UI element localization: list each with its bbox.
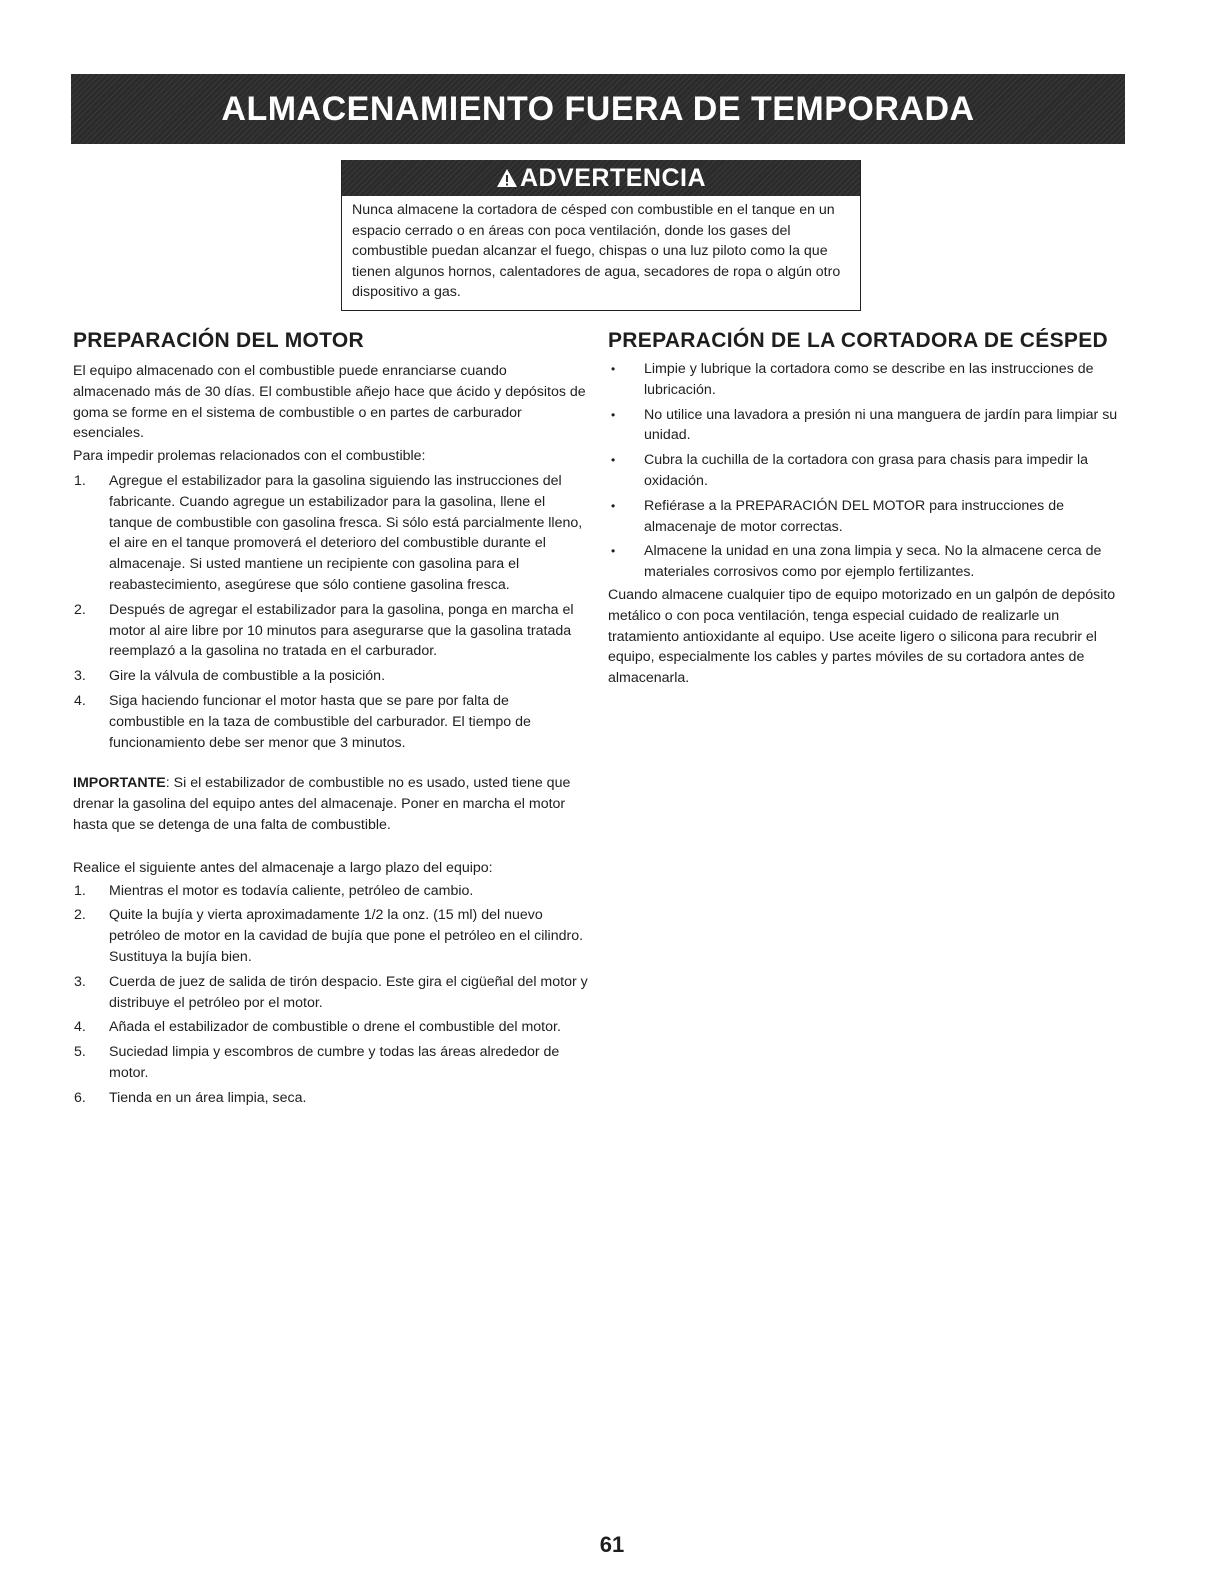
engine-prep-lead: Para impedir prolemas relacionados con el combustible: [73,448,426,465]
page-title: ALMACENAMIENTO FUERA DE TEMPORADA [221,89,975,128]
list-item: 3. Gire la válvula de combustible a la posición. [74,668,386,685]
list-item: 1. Agregue el estabilizador para la gasolina siguiendo las instrucciones del fabricante. Cuando agregue un estabilizador para la gasolina, llene el tanque de combustible con gasolina fresca. Si sólo está parcialmente lleno, el aire en el tanque promoverá el deterioro del combustible durante el almacenaje. Si usted mantiene un recipiente con gasolina para el reabastecimiento, asegúrese que sólo contiene gasolina fresca. [74,472,583,593]
warning-box [341,160,861,311]
page-number: 61 [599,1532,625,1557]
list-item: 5. Suciedad limpia y escombros de cumbre y todas las áreas alrededor de motor. [74,1044,560,1081]
important-label: IMPORTANTE [73,775,166,792]
list-item: 6. Tienda en un área limpia, seca. [74,1089,307,1106]
list-item: 2. Después de agregar el estabilizador para la gasolina, ponga en marcha el motor al aire libre por 10 minutos para asegurarse que la gasolina tratada reemplazó a la gasolina no tratada en el carburador. [74,601,574,660]
list-item: 3. Cuerda de juez de salida de tirón despacio. Este gira el cigüeñal del motor y distribuye el petróleo por el motor. [74,973,588,1011]
mower-prep-closing: Cuando almacene cualquier tipo de equipo motorizado en un galpón de depósito metálico o con poca ventilación, tenga especial cuidado de realizarle un tratamiento antioxidante al equipo. Use aceite ligero o silicona para recubrir el equipo, especialmente los cables y partes móviles de su cortadora antes de almacenarla. [608,586,1116,687]
list-item: • Limpie y lubrique la cortadora como se describe en las instrucciones de lubricación. [611,361,1094,398]
warning-text: Nunca almacene la cortadora de césped con combustible en el tanque en un espacio cerrado o en áreas con poca ventilación, donde los gases del combustible puedan alcanzar el fuego, chispas o una luz piloto como la que tienen algunos hornos, calentadores de agua, secadores de ropa o algún otro dispositivo a gas. [352,202,841,301]
mower-prep-list [608,359,1130,583]
storage-steps-list [73,881,588,1109]
warning-title: ADVERTENCIA [519,163,707,192]
list-item: 1. Mientras el motor es todavía caliente, petróleo de cambio. [74,882,474,899]
engine-prep-intro: El equipo almacenado con el combustible puede enranciarse cuando almacenado más de 30 días. El combustible añejo hace que ácido y depósitos de goma se forme en el sistema de combustible o en partes de carburador esenciales. [73,363,586,442]
list-item: 2. Quite la bujía y vierta aproximadamente 1/2 la onz. (15 ml) del nuevo petróleo de motor en la cavidad de bujía que pone el petróleo en el cilindro. Sustituya la bujía bien. [74,907,584,965]
mower-prep-heading: PREPARACIÓN DE LA CORTADORA DE CÉSPED [608,329,1108,352]
warning-header [342,160,860,196]
mower-prep-section [608,328,1130,689]
list-item: • Refiérase a la PREPARACIÓN DEL MOTOR para instrucciones de almacenaje de motor correctas. [611,497,1064,535]
engine-prep-heading: PREPARACIÓN DEL MOTOR [73,329,364,352]
list-item: • Cubra la cuchilla de la cortadora con grasa para chasis para impedir la oxidación. [611,452,1088,489]
list-item: • No utilice una lavadora a presión ni una manguera de jardín para limpiar su unidad. [611,406,1118,444]
list-item: • Almacene la unidad en una zona limpia y seca. No la almacene cerca de materiales corrosivos como por ejemplo fertilizantes. [611,543,1102,581]
important-note: IMPORTANTE: Si el estabilizador de combustible no es usado, usted tiene que drenar la gasolina del equipo antes del almacenaje. Poner en marcha el motor hasta que se detenga de una falta de combustible. [73,775,571,833]
storage-lead: Realice el siguiente antes del almacenaje a largo plazo del equipo: [73,859,493,876]
list-item: 4. Siga haciendo funcionar el motor hasta que se pare por falta de combustible en la taza de combustible del carburador. El tiempo de funcionamiento debe ser menor que 3 minutos. [74,692,531,751]
warning-triangle-icon [496,168,518,188]
engine-prep-section [73,328,588,1113]
list-item: 4. Añada el estabilizador de combustible o drene el combustible del motor. [74,1019,561,1036]
fuel-steps-list [73,471,588,753]
section-banner [71,74,1125,144]
